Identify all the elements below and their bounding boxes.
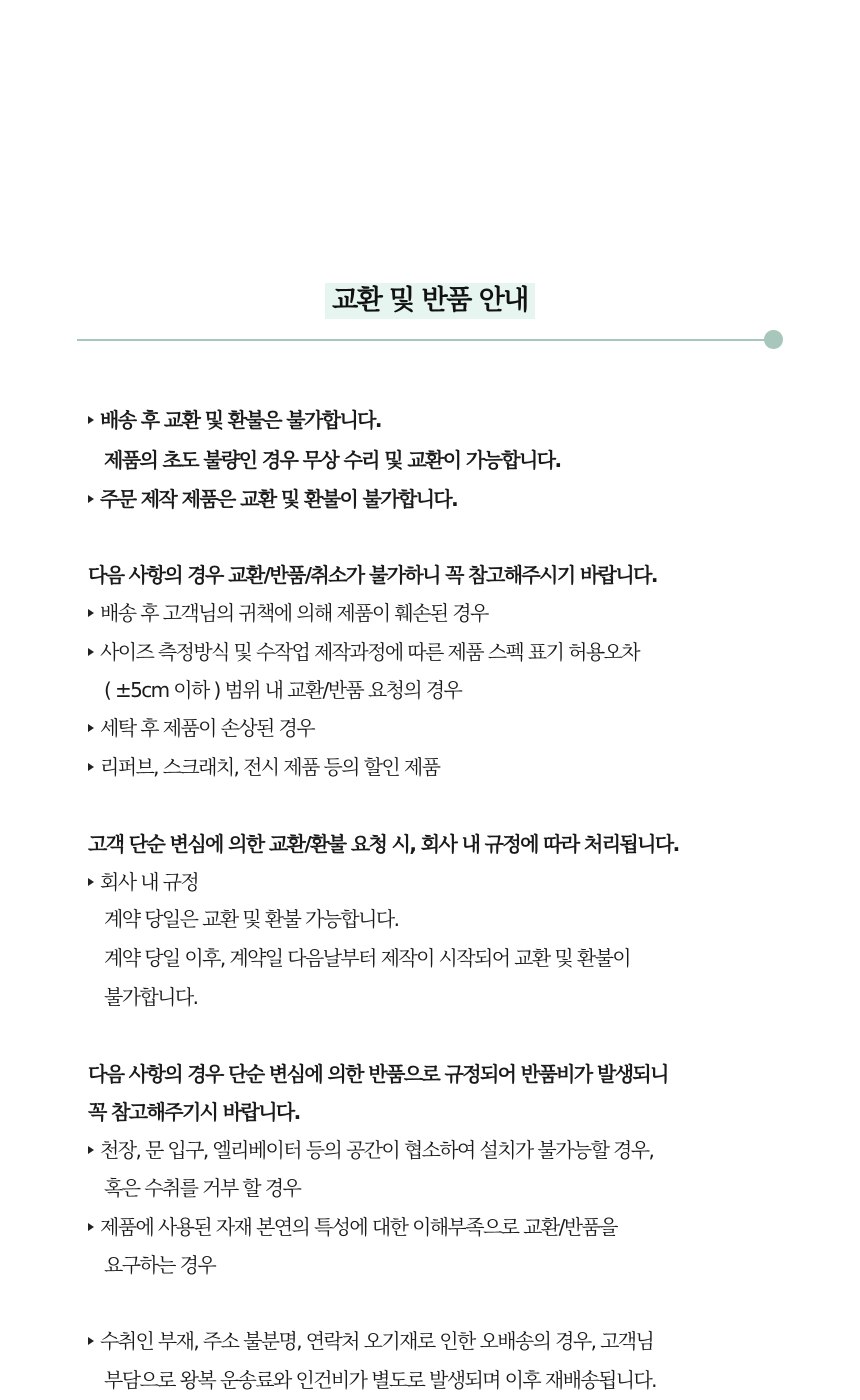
- bullet-item: [88, 753, 439, 781]
- line-text: 다음 사항의 경우 단순 변심에 의한 반품으로 규정되어 반품비가 발생되니: [88, 1062, 668, 1086]
- line-text: 부담으로 왕복 운송료와 인건비가 별도로 발생되며 이후 재배송됩니다.: [104, 1368, 656, 1392]
- bullet-item: [88, 638, 639, 666]
- bullet-item: [88, 485, 457, 513]
- text-line: [104, 1174, 300, 1202]
- text-line: [88, 1060, 668, 1088]
- text-line: [104, 983, 197, 1011]
- bullet-triangle-icon: [88, 495, 94, 503]
- bullet-item: [88, 1136, 653, 1164]
- line-text: 배송 후 고객님의 귀책에 의해 제품이 훼손된 경우: [100, 601, 488, 625]
- page-title: 교환 및 반품 안내: [325, 283, 535, 319]
- bullet-triangle-icon: [88, 1337, 94, 1345]
- line-text: 세탁 후 제품이 손상된 경우: [100, 716, 314, 740]
- text-line: [88, 1098, 300, 1126]
- line-text: 계약 당일 이후, 계약일 다음날부터 제작이 시작되어 교환 및 환불이: [104, 946, 631, 970]
- bullet-triangle-icon: [88, 1146, 94, 1154]
- bullet-triangle-icon: [88, 648, 94, 656]
- bullet-triangle-icon: [88, 878, 94, 886]
- line-text: 천장, 문 입구, 엘리베이터 등의 공간이 협소하여 설치가 불가능할 경우,: [100, 1138, 654, 1162]
- line-text: 불가합니다.: [104, 985, 198, 1009]
- line-text: 사이즈 측정방식 및 수작업 제작과정에 따른 제품 스펙 표기 허용오차: [100, 640, 639, 664]
- bullet-item: [88, 868, 198, 896]
- title-divider: [77, 339, 773, 341]
- line-text: 제품에 사용된 자재 본연의 특성에 대한 이해부족으로 교환/반품을: [100, 1215, 617, 1239]
- text-line: [104, 1366, 656, 1394]
- bullet-triangle-icon: [88, 416, 94, 424]
- bullet-item: [88, 406, 381, 434]
- text-line: [88, 561, 657, 589]
- bullet-item: [88, 1327, 653, 1355]
- line-text: 수취인 부재, 주소 불분명, 연락처 오기재로 인한 오배송의 경우, 고객님: [100, 1329, 654, 1353]
- bullet-triangle-icon: [88, 609, 94, 617]
- text-line: [104, 446, 560, 474]
- line-text: 리퍼브, 스크래치, 전시 제품 등의 할인 제품: [100, 755, 440, 779]
- bullet-triangle-icon: [88, 1223, 94, 1231]
- line-text: 꼭 참고해주기시 바랍니다.: [88, 1100, 300, 1124]
- line-text: 고객 단순 변심에 의한 교환/환불 요청 시, 회사 내 규정에 따라 처리됩니다.: [88, 832, 679, 856]
- line-text: 혹은 수취를 거부 할 경우: [104, 1176, 301, 1200]
- line-text: ( ±5cm 이하 ) 범위 내 교환/반품 요청의 경우: [104, 678, 462, 702]
- bullet-triangle-icon: [88, 763, 94, 771]
- line-text: 주문 제작 제품은 교환 및 환불이 불가합니다.: [100, 487, 458, 511]
- bullet-item: [88, 1213, 617, 1241]
- divider-dot: [764, 330, 783, 349]
- text-line: [104, 944, 630, 972]
- text-line: [104, 676, 461, 704]
- line-text: 요구하는 경우: [104, 1253, 216, 1277]
- bullet-item: [88, 714, 314, 742]
- title-wrapper: [0, 283, 860, 319]
- bullet-triangle-icon: [88, 724, 94, 732]
- line-text: 다음 사항의 경우 교환/반품/취소가 불가하니 꼭 참고해주시기 바랍니다.: [88, 563, 657, 587]
- text-line: [104, 905, 398, 933]
- line-text: 회사 내 규정: [100, 870, 199, 894]
- line-text: 제품의 초도 불량인 경우 무상 수리 및 교환이 가능합니다.: [104, 448, 561, 472]
- text-line: [88, 830, 679, 858]
- line-text: 계약 당일은 교환 및 환불 가능합니다.: [104, 907, 399, 931]
- bullet-item: [88, 599, 488, 627]
- line-text: 배송 후 교환 및 환불은 불가합니다.: [100, 408, 381, 432]
- text-line: [104, 1251, 215, 1279]
